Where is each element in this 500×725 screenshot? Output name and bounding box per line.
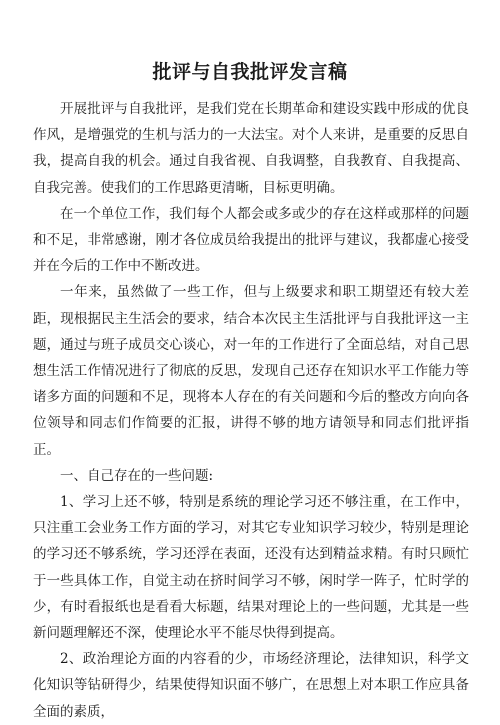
paragraph-intro: 开展批评与自我批评，是我们党在长期革命和建设实践中形成的优良作风，是增强党的生机与活力的一大法宝。对个人来讲，是重要的反思自我，提高自我的机会。通过自我省视、自我调整，自我教育、自我提高、自我完善。使我们的工作思路更清晰，目标更明确。 <box>33 101 469 196</box>
paragraph-thanks: 在一个单位工作，我们每个人都会或多或少的存在这样或那样的问题和不足，非常感谢，刚才各位成员给我提出的批评与建议，我都虚心接受并在今后的工作中不断改进。 <box>33 205 469 275</box>
document-title: 批评与自我批评发言稿 <box>152 61 348 83</box>
paragraph-summary: 一年来，虽然做了一些工作，但与上级要求和职工期望还有较大差距，现根据民主生活会的要求，结合本次民主生活批评与自我批评这一主题，通过与班子成员交心谈心，对一年的工作进行了全面总结，对自己思想生活工作情况进行了彻底的反思，发现自己还存在知识水平工作能力等诸多方面的问题和不足，现将本人存在的有关问题和今后的整改方向向各位领导和同志们作简要的汇报，讲得不够的地方请领导和同志们批评指正。 <box>33 284 469 458</box>
document-body <box>33 96 469 725</box>
paragraph-problem-1: 1、学习上还不够，特别是系统的理论学习还不够注重，在工作中，只注重工会业务工作方面的学习，对其它专业知识学习较少，特别是理论的学习还不够系统，学习还浮在表面，还没有达到精益求精。有时只顾忙于一些具体工作，自觉主动在挤时间学习不够，闲时学一阵子，忙时学的少，有时看报纸也是看看大标题，结果对理论上的一些问题，尤其是一些新问题理解还不深，使理论水平不能尽快得到提高。 <box>33 494 469 642</box>
section-heading-problems: 一、自己存在的一些问题: <box>60 467 214 484</box>
paragraph-problem-2: 2、政治理论方面的内容看的少，市场经济理论，法律知识，科学文化知识等钻研得少，结果使得知识面不够广，在思想上对本职工作应具备全面的素质， <box>33 651 469 720</box>
